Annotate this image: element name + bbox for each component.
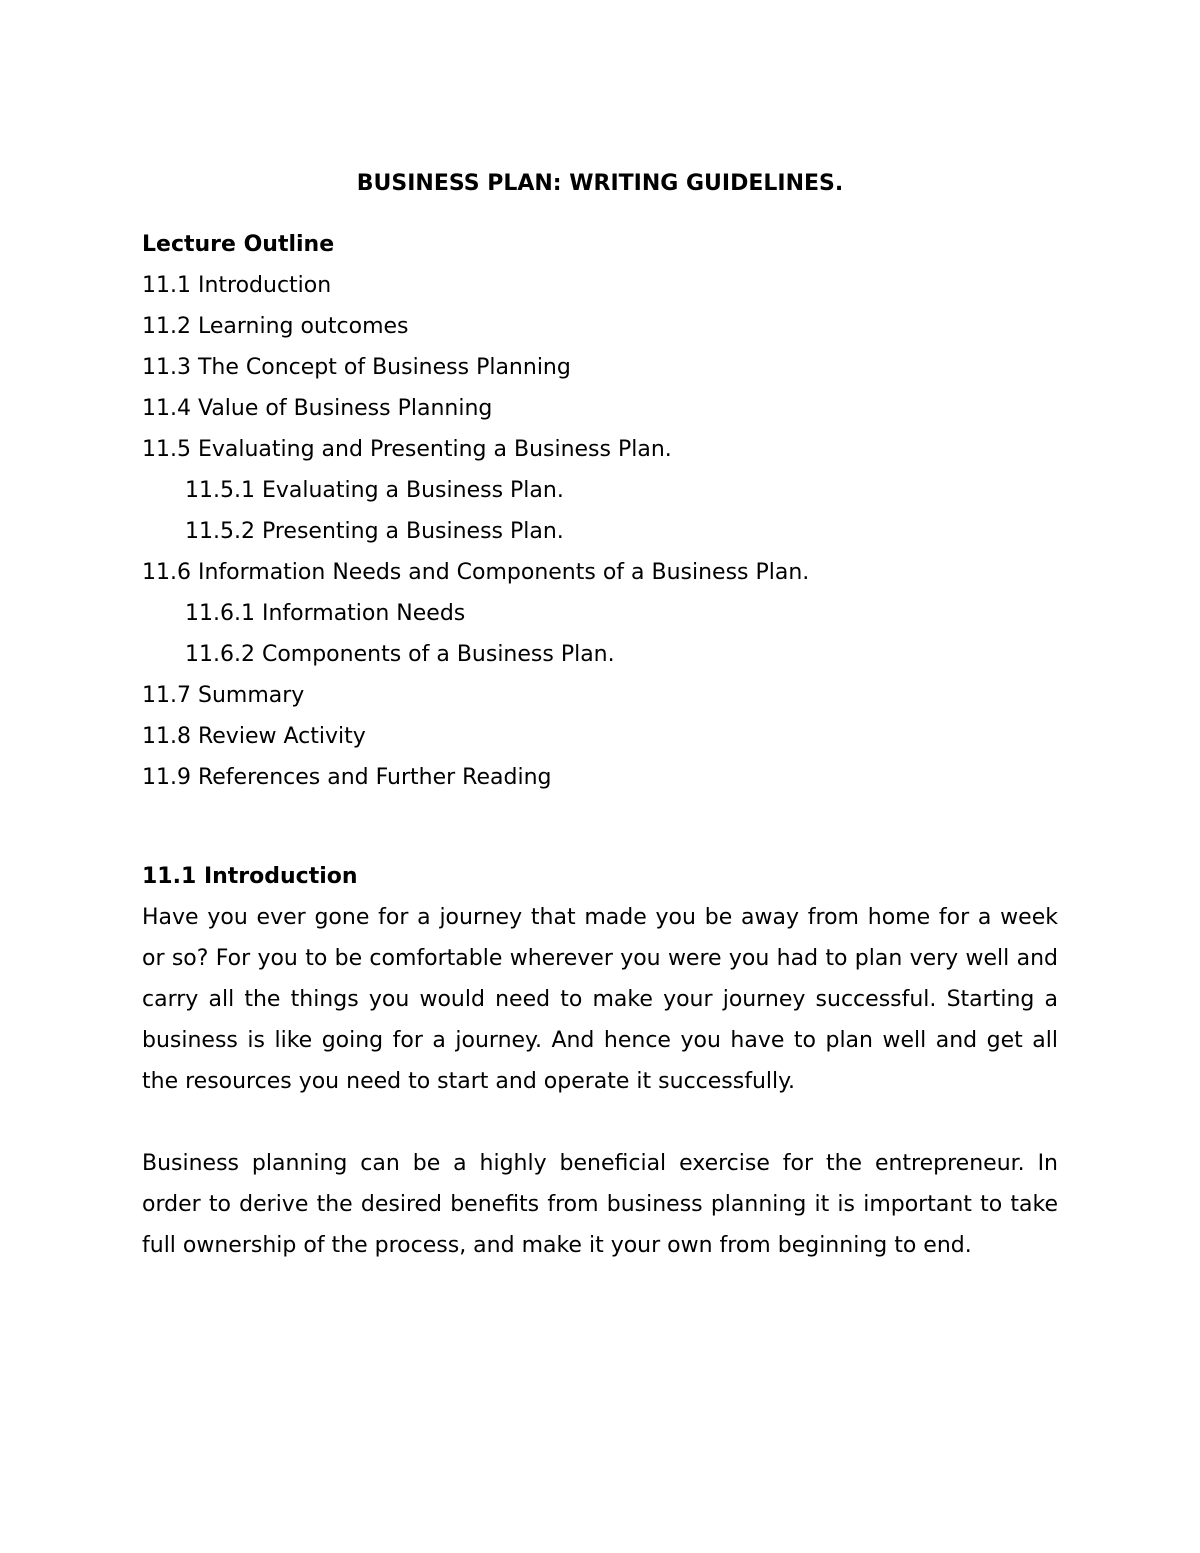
outline-item-11-9: 11.9 References and Further Reading bbox=[142, 765, 552, 790]
outline-item-11-8: 11.8 Review Activity bbox=[142, 724, 366, 749]
paragraph-business-planning: Business planning can be a highly beneficial exercise for the entrepreneur. In order to derive the desired benefits from business planning it is important to take full ownership of the process, and make it your own from beginning to end. bbox=[142, 1151, 1058, 1258]
outline-item-11-3: 11.3 The Concept of Business Planning bbox=[142, 355, 571, 380]
introduction-section bbox=[142, 856, 1058, 1266]
outline-item-11-5-2: 11.5.2 Presenting a Business Plan. bbox=[185, 519, 564, 544]
document-title: BUSINESS PLAN: WRITING GUIDELINES. bbox=[356, 171, 844, 196]
outline-item-11-5: 11.5 Evaluating and Presenting a Business Plan. bbox=[142, 437, 672, 462]
outline-item-11-6-2: 11.6.2 Components of a Business Plan. bbox=[185, 642, 615, 667]
outline-item-11-6: 11.6 Information Needs and Components of a Business Plan. bbox=[142, 560, 810, 585]
outline-item-11-4: 11.4 Value of Business Planning bbox=[142, 396, 493, 421]
outline-heading: Lecture Outline bbox=[142, 232, 335, 257]
lecture-outline bbox=[142, 224, 1062, 798]
section-heading: 11.1 Introduction bbox=[142, 864, 358, 889]
outline-item-11-1: 11.1 Introduction bbox=[142, 273, 332, 298]
paragraph-journey: Have you ever gone for a journey that made you be away from home for a week or so? For you to be comfortable wherever you were you had to plan very well and carry all the things you would need to make your journey successful. Starting a business is like going for a journey. And hence you have to plan well and get all the resources you need to start and operate it successfully. bbox=[142, 905, 1058, 1094]
outline-item-11-7: 11.7 Summary bbox=[142, 683, 305, 708]
outline-item-11-6-1: 11.6.1 Information Needs bbox=[185, 601, 466, 626]
outline-item-11-2: 11.2 Learning outcomes bbox=[142, 314, 409, 339]
outline-item-11-5-1: 11.5.1 Evaluating a Business Plan. bbox=[185, 478, 564, 503]
